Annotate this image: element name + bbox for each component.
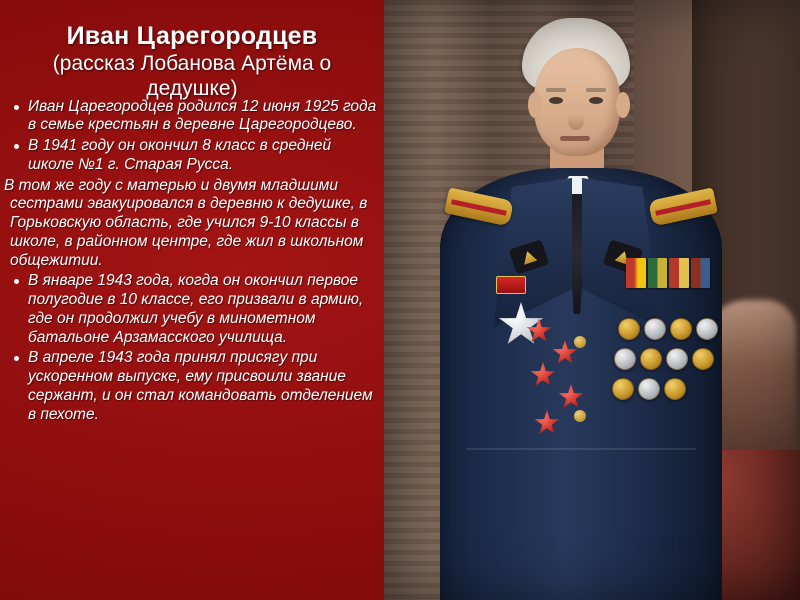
- medal-icon: [664, 378, 686, 400]
- bullet-list: [0, 98, 384, 425]
- bullet-dot-icon: [14, 105, 19, 110]
- list-item: [10, 137, 378, 175]
- jacket-button: [574, 336, 586, 348]
- page-subtitle: (рассказ Лобанова Артёма о дедушке): [52, 52, 332, 100]
- list-item-text: В январе 1943 года, когда он окончил первое полугодие в 10 классе, его призвали в армию, где он продолжил учебу в минометном батальоне Арзамасского училища.: [28, 272, 364, 346]
- medal-row: [614, 348, 714, 370]
- eyebrow-left: [546, 88, 566, 92]
- medal-icon: [696, 318, 718, 340]
- medal-icon: [670, 318, 692, 340]
- slide-title-block: [0, 0, 384, 102]
- medal-icon: [692, 348, 714, 370]
- list-item-text: В апреле 1943 года принял присягу при ускоренном выпуске, ему присвоили звание сержант, и он стал командовать отделением в пехоте.: [28, 349, 373, 423]
- veteran-figure: [430, 18, 730, 600]
- medal-icon: [640, 348, 662, 370]
- list-item: [10, 98, 378, 136]
- list-item: [4, 176, 378, 271]
- medal-icon: [618, 318, 640, 340]
- ribbon-bar: [626, 258, 646, 288]
- eye-right: [589, 97, 603, 104]
- ribbon-bar: [669, 258, 689, 288]
- bullet-dot-icon: [14, 279, 19, 284]
- ear-right: [616, 92, 630, 118]
- eye-left: [549, 97, 563, 104]
- medal-row: [612, 378, 686, 400]
- ribbon-bar-group: [626, 258, 710, 288]
- eyebrow-right: [586, 88, 606, 92]
- ear-left: [528, 92, 542, 118]
- nose: [568, 104, 584, 130]
- veteran-portrait-photo: [384, 0, 800, 600]
- ribbon-bar: [648, 258, 668, 288]
- medal-icon: [666, 348, 688, 370]
- list-item: [10, 349, 378, 424]
- medal-icon: [612, 378, 634, 400]
- medal-icon: [638, 378, 660, 400]
- list-item-text: В том же году с матерью и двумя младшими сестрами эвакуировался в деревню к дедушке, в Горьковскую область, где учился 9-10 классы в школе, в районном центре, где жил в школьном общежитии.: [4, 176, 368, 269]
- medal-row: [618, 318, 718, 340]
- list-item-text: Иван Царегородцев родился 12 июня 1925 года в семье крестьян в деревне Царегородцево.: [28, 97, 377, 134]
- medal-icon: [614, 348, 636, 370]
- list-item: [10, 272, 378, 347]
- slide-text-column: [0, 0, 384, 600]
- list-item-text: В 1941 году он окончил 8 класс в средней школе №1 г. Старая Русса.: [28, 137, 332, 173]
- medal-icon: [644, 318, 666, 340]
- page-title: Иван Царегородцев: [66, 22, 318, 50]
- jacket-pocket-seam: [466, 448, 696, 450]
- award-badge-icon: [496, 276, 526, 294]
- bullet-dot-icon: [14, 144, 19, 149]
- mouth: [560, 136, 590, 141]
- ribbon-bar: [691, 258, 711, 288]
- bullet-dot-icon: [14, 356, 19, 361]
- jacket-button: [574, 410, 586, 422]
